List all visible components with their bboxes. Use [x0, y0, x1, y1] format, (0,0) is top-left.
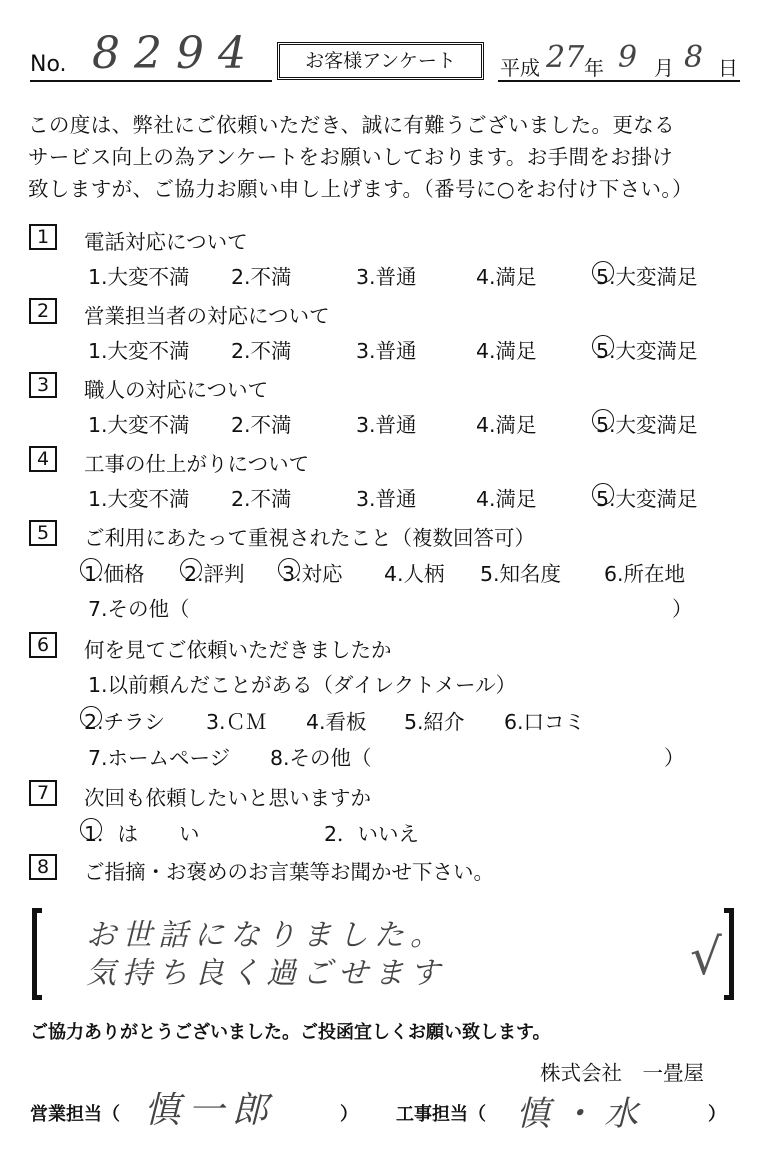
q2-option-4[interactable]: 4.満足 — [476, 339, 537, 363]
work-rep-name[interactable]: 慎・水 — [516, 1094, 648, 1134]
q4-option-2[interactable]: 2.不満 — [231, 487, 292, 511]
q2-text: 営業担当者の対応について — [84, 304, 330, 328]
q4-option-4[interactable]: 4.満足 — [476, 487, 537, 511]
q4-option-5[interactable]: 5.大変満足 — [596, 487, 698, 511]
q5-selection-circle-3 — [278, 558, 300, 580]
q3-selection-circle — [592, 409, 614, 431]
work-rep-label: 工事担当（ — [396, 1104, 486, 1125]
survey-number: 8294 — [92, 28, 260, 79]
q1-text: 電話対応について — [84, 230, 248, 254]
no-label: No. — [30, 52, 67, 77]
intro-line-3: 致しますが、ご協力お願い申し上げます。（番号に○をお付け下さい。） — [28, 177, 693, 201]
comment-bracket-right — [724, 908, 734, 1000]
q1-option-5[interactable]: 5.大変満足 — [596, 265, 698, 289]
q2-option-2[interactable]: 2.不満 — [231, 339, 292, 363]
q7-option-no[interactable]: 2．いいえ — [324, 822, 420, 846]
q3-text: 職人の対応について — [84, 378, 269, 402]
q5-selection-circle-2 — [180, 558, 202, 580]
q7-text: 次回も依頼したいと思いますか — [84, 786, 371, 810]
q2-option-1[interactable]: 1.大変不満 — [88, 339, 190, 363]
q3-option-2[interactable]: 2.不満 — [231, 413, 292, 437]
q6-option-other[interactable]: 8.その他（ — [270, 746, 372, 770]
q3-option-4[interactable]: 4.満足 — [476, 413, 537, 437]
intro-line-1: この度は、弊社にご依頼いただき、誠に有難うございました。更なる — [28, 113, 676, 137]
q4-selection-circle — [592, 483, 614, 505]
q3-option-5[interactable]: 5.大変満足 — [596, 413, 698, 437]
q6-option-cm[interactable]: 3.ＣＭ — [206, 710, 267, 734]
company-name: 株式会社 一畳屋 — [540, 1061, 704, 1085]
q7-selection-circle — [80, 818, 102, 840]
q3-option-1[interactable]: 1.大変不満 — [88, 413, 190, 437]
date-year: 27 — [546, 40, 585, 75]
q5-option-location[interactable]: 6.所在地 — [604, 562, 686, 586]
comment-line-1[interactable]: お世話になりました。 — [86, 918, 446, 953]
q5-selection-circle-1 — [80, 558, 102, 580]
intro-line-2: サービス向上の為アンケートをお願いしております。お手間をお掛け — [28, 145, 674, 169]
q5-text: ご利用にあたって重視されたこと（複数回答可） — [84, 526, 535, 550]
q6-option-previous[interactable]: 1.以前頼んだことがある（ダイレクトメール） — [88, 673, 517, 697]
date-underline — [498, 80, 740, 82]
q2-selection-circle — [592, 335, 614, 357]
q3-number: 3 — [29, 372, 57, 398]
comment-bracket-left — [32, 908, 42, 1000]
q2-number: 2 — [29, 298, 57, 324]
q1-option-1[interactable]: 1.大変不満 — [88, 265, 190, 289]
sales-rep-name[interactable]: 慎一郎 — [144, 1090, 277, 1131]
q6-selection-circle — [80, 706, 102, 728]
q4-option-1[interactable]: 1.大変不満 — [88, 487, 190, 511]
q8-number: 8 — [29, 854, 57, 880]
q6-text: 何を見てご依頼いただきましたか — [84, 638, 392, 662]
q2-option-3[interactable]: 3.普通 — [356, 339, 417, 363]
q6-option-homepage[interactable]: 7.ホームページ — [88, 746, 231, 770]
q5-option-personality[interactable]: 4.人柄 — [384, 562, 445, 586]
date-era: 平成 — [500, 56, 540, 80]
q8-text: ご指摘・お褒めのお言葉等お聞かせ下さい。 — [84, 860, 494, 884]
date-month-unit: 月 — [654, 56, 674, 80]
q1-option-4[interactable]: 4.満足 — [476, 265, 537, 289]
survey-title: お客様アンケート — [277, 42, 484, 80]
work-rep-close: ） — [708, 1104, 726, 1125]
check-mark: √ — [690, 928, 722, 986]
q5-option-other[interactable]: 7.その他（ — [88, 597, 190, 621]
q1-option-3[interactable]: 3.普通 — [356, 265, 417, 289]
date-month: 9 — [618, 40, 638, 75]
q4-text: 工事の仕上がりについて — [84, 452, 310, 476]
sales-rep-label: 営業担当（ — [30, 1104, 120, 1125]
q2-option-5[interactable]: 5.大変満足 — [596, 339, 698, 363]
q1-number: 1 — [29, 224, 57, 250]
comment-line-2[interactable]: 気持ち良く過ごせます — [86, 956, 446, 991]
q5-option-price[interactable]: 1.価格 — [84, 562, 145, 586]
q6-number: 6 — [29, 632, 57, 658]
q7-option-yes[interactable]: 1．は い — [84, 822, 200, 846]
q1-selection-circle — [592, 261, 614, 283]
q6-option-flyer[interactable]: 2.チラシ — [84, 710, 166, 734]
q1-option-2[interactable]: 2.不満 — [231, 265, 292, 289]
thanks-message: ご協力ありがとうございました。ご投函宜しくお願い致します。 — [30, 1022, 551, 1043]
q7-number: 7 — [29, 780, 57, 806]
date-day-unit: 日 — [718, 56, 738, 80]
q4-option-3[interactable]: 3.普通 — [356, 487, 417, 511]
sales-rep-close: ） — [340, 1104, 358, 1125]
q5-other-close: ） — [672, 597, 693, 621]
q5-option-reputation[interactable]: 2.評判 — [184, 562, 245, 586]
q5-option-name-recognition[interactable]: 5.知名度 — [480, 562, 562, 586]
date-day: 8 — [684, 40, 704, 75]
q6-option-referral[interactable]: 5.紹介 — [404, 710, 465, 734]
q5-option-service[interactable]: 3.対応 — [282, 562, 343, 586]
number-underline — [30, 80, 272, 82]
q6-option-word-of-mouth[interactable]: 6.口コミ — [504, 710, 586, 734]
q5-number: 5 — [29, 520, 57, 546]
q6-other-close: ） — [664, 746, 685, 770]
date-year-unit: 年 — [584, 56, 604, 80]
q3-option-3[interactable]: 3.普通 — [356, 413, 417, 437]
q6-option-signboard[interactable]: 4.看板 — [306, 710, 367, 734]
q4-number: 4 — [29, 446, 57, 472]
